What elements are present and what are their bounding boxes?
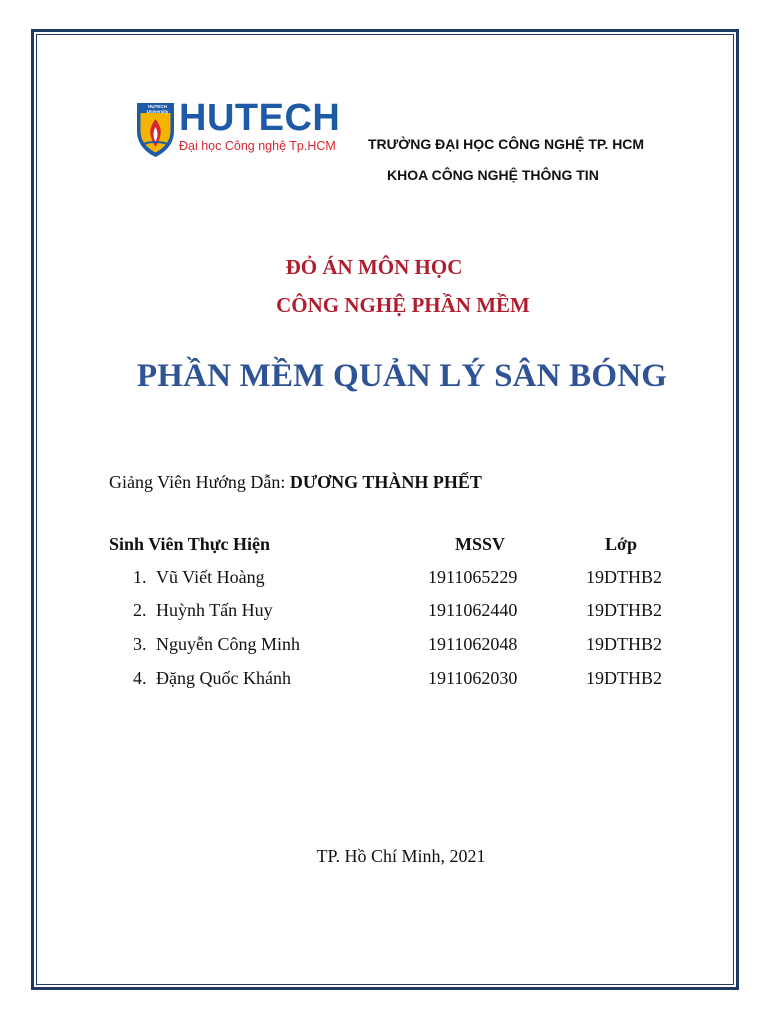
- place-and-year: TP. Hồ Chí Minh, 2021: [316, 846, 486, 866]
- faculty-name: KHOA CÔNG NGHỆ THÔNG TIN: [387, 167, 599, 183]
- student-index: 1.: [133, 567, 147, 587]
- shield-emblem-label: HUTECH University: [146, 104, 169, 114]
- student-name: Huỳnh Tấn Huy: [156, 600, 273, 620]
- page-border-inner: [36, 34, 734, 985]
- logo-tagline: Đại học Công nghệ Tp.HCM: [179, 139, 336, 153]
- student-index: 3.: [133, 634, 147, 654]
- advisor-name: DƯƠNG THÀNH PHẾT: [289, 472, 482, 492]
- student-class: 19DTHB2: [586, 600, 662, 620]
- students-header-class: Lớp: [605, 534, 637, 554]
- student-id: 1911065229: [428, 567, 518, 587]
- project-title: PHẦN MỀM QUẢN LÝ SÂN BÓNG: [136, 358, 668, 394]
- course-label: ĐỎ ÁN MÔN HỌC: [285, 255, 463, 279]
- student-index: 4.: [133, 668, 147, 688]
- students-header-id: MSSV: [455, 534, 506, 554]
- advisor-line: [109, 472, 482, 493]
- students-header-name: Sinh Viên Thực Hiện: [109, 534, 271, 554]
- student-name: Vũ Viết Hoàng: [156, 567, 265, 587]
- student-id: 1911062440: [428, 600, 518, 620]
- student-id: 1911062048: [428, 634, 518, 654]
- course-name: CÔNG NGHỆ PHẦN MỀM: [276, 293, 530, 317]
- student-name: Nguyễn Công Minh: [156, 634, 300, 654]
- student-class: 19DTHB2: [586, 567, 662, 587]
- logo-wordmark: HUTECH: [179, 97, 341, 139]
- advisor-label: Giảng Viên Hướng Dẫn:: [109, 472, 290, 492]
- student-name: Đặng Quốc Khánh: [156, 668, 291, 688]
- student-class: 19DTHB2: [586, 634, 662, 654]
- student-index: 2.: [133, 600, 147, 620]
- university-name: TRƯỜNG ĐẠI HỌC CÔNG NGHỆ TP. HCM: [368, 136, 645, 152]
- student-class: 19DTHB2: [586, 668, 662, 688]
- student-id: 1911062030: [428, 668, 518, 688]
